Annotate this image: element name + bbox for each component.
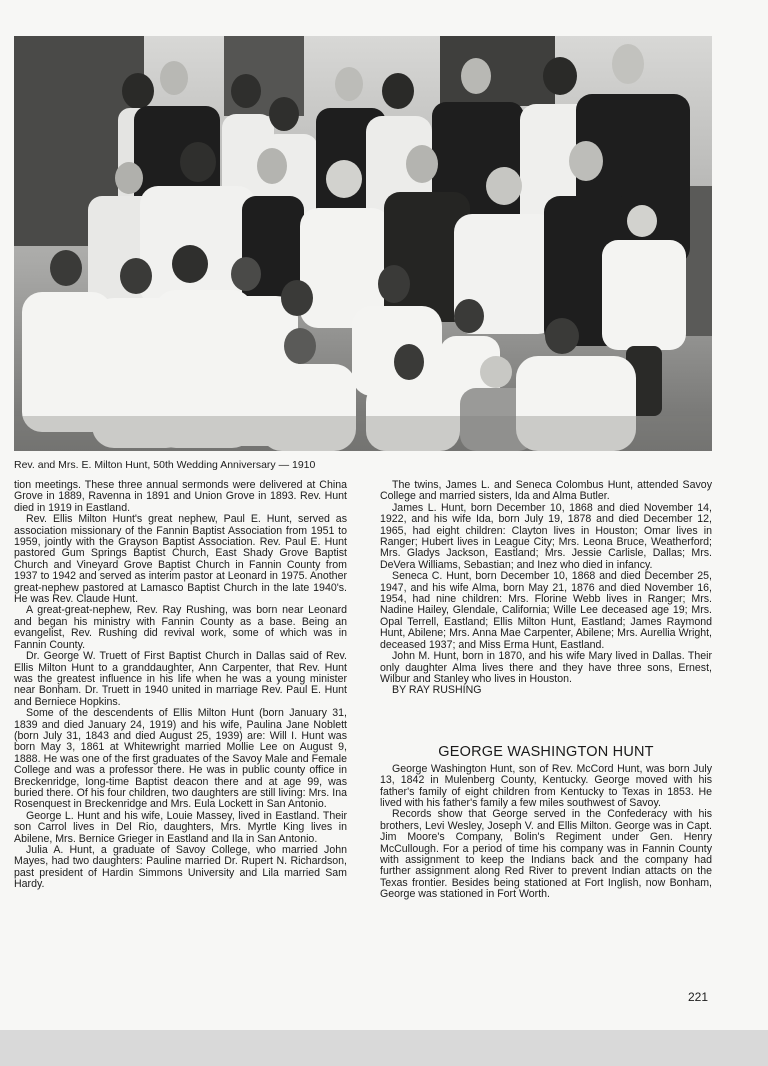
left-text-column (14, 480, 347, 891)
left-paragraph-6: George L. Hunt and his wife, Louie Massey, lived in Eastland. Their son Carrol lives in Del Rio, daughters, Mrs. Myrtle King lives in Abilene, Mrs. Bernice Grieger in Eastland and Ila in San Antonio. (14, 809, 347, 845)
section-paragraph-2: Records show that George served in the Confederacy with his brothers, Levi Wesley, Joseph V. and Ellis Milton. George was in Capt. Jim Moore's Company, Bolin's Regiment under Gen. Henry McCullough. For a period of time his company was in Fannin County with assignment to keep the Indians back and the company had further assignment along Red River to prevent Indian attacts on the Texas frontier. Besides being stationed at Fort Inglish, now Bonham, George was stationed in Fort Worth. (380, 808, 712, 901)
left-paragraph-4: Dr. George W. Truett of First Baptist Church in Dallas said of Rev. Ellis Milton Hunt to a granddaughter, Ann Carpenter, that Rev. Hunt was the greatest influence in his life when he was a young minister near Bonham. Dr. Truett in 1940 united in marriage Rev. Paul E. Hunt and Berniece Hopkins. (14, 650, 347, 708)
photo-caption: Rev. and Mrs. E. Milton Hunt, 50th Wedding Anniversary — 1910 (14, 459, 316, 471)
right-paragraph-3: Seneca C. Hunt, born December 10, 1868 and died December 25, 1947, and his wife Alma, born May 21, 1876 and died November 16, 1954, had nine children: Mrs. Florine Webb lives in Ranger; Mrs. Nadine Hailey, Glendale, California; Wille Lee deceased age 19; Mrs. Opal Terrell, Eastland; Ellis Milton Hunt, Eastland; James Raymond Hunt, Abilene; Mrs. Anna Mae Carpenter, Abilene; Mrs. Aurellia Wright, deceased 1937; and Miss Erma Hunt, Eastland. (380, 570, 712, 651)
left-paragraph-3: A great-great-nephew, Rev. Ray Rushing, was born near Leonard and began his ministry with Fannin County as a base. Being an evangelist, Rev. Rushing did revival work, some of which was in Fannin County. (14, 604, 347, 651)
right-paragraph-4: John M. Hunt, born in 1870, and his wife Mary lived in Dallas. Their only daughter Alma lives there and they have three sons, Ernest, Wilbur and Stanley who lives in Houston. (380, 650, 712, 685)
left-paragraph-1: tion meetings. These three annual sermonds were delivered at China Grove in 1889, Ravenna in 1891 and Union Grove in 1893. Rev. Hunt died in 1919 in Eastland. (14, 479, 347, 514)
section-heading: GEORGE WASHINGTON HUNT (438, 743, 654, 760)
family-photo-illustration (14, 36, 712, 451)
author-byline: BY RAY RUSHING (392, 684, 482, 697)
left-paragraph-7: Julia A. Hunt, a graduate of Savoy College, who married John Mayes, had two daughters: Pauline married Dr. Rupert N. Richardson, past president of Hardin Simmons University and Lila married Sam Hardy. (14, 844, 347, 891)
family-group-photo (14, 36, 712, 451)
left-paragraph-5: Some of the descendents of Ellis Milton Hunt (born January 31, 1839 and died January 24, 1919) and his wife, Paulina Jane Noblett (born July 31, 1843 and died August 25, 1939) are: Will I. Hunt was born May 3, 1861 at Whitewright married Mollie Lee on August 9, 1888. He was one of the first graduates of the Savoy Male and Female College and was a professor there. He was in public county office in Breckenridge, long-time Baptist deacon there and at age 99, was buried there. Of his four children, two daughters are still living: Mrs. Ina Rosenquest in Breckenridge and Mrs. Eula Lockett in San Antonio. (14, 707, 347, 811)
right-paragraph-1: The twins, James L. and Seneca Colombus Hunt, attended Savoy College and married sisters, Ida and Alma Butler. (380, 479, 712, 503)
right-text-column (380, 480, 712, 901)
right-paragraph-2: James L. Hunt, born December 10, 1868 and died November 14, 1922, and his wife Ida, born July 19, 1878 and died December 12, 1965, had eight children: Clayton lives in Houston; Omar lives in Ranger; Hubert lives in League City; Mrs. Leona Bruce, Weatherford; Mrs. Gladys Jackson, Eastland; Mrs. Jessie Carlisle, Dallas; Mrs. DeVera Williams, Sebastian; and Inez who died in infancy. (380, 501, 712, 571)
left-paragraph-2: Rev. Ellis Milton Hunt's great nephew, Paul E. Hunt, served as association missionary of the Fannin Baptist Association from 1951 to 1959, jointly with the Grayson Baptist Association. Rev. Paul E. Hunt pastored Gum Springs Baptist Church, East Shady Grove Baptist Church and Vineyard Grove Baptist Church in Fannin County from 1937 to 1942 and served as interim pastor at Leonard in 1975. Another great-nephew pastored at Lamasco Baptist Church in the late 1940's. He was Rev. Claude Hunt. (14, 513, 347, 606)
section-paragraph-1: George Washington Hunt, son of Rev. McCord Hunt, was born July 13, 1842 in Mulenberg County, Kentucky. George moved with his father's family of eight children from Kentucky to Texas in 1853. He lived with his father's family a few miles southwest of Savoy. (380, 762, 712, 809)
page-number: 221 (688, 990, 709, 1004)
